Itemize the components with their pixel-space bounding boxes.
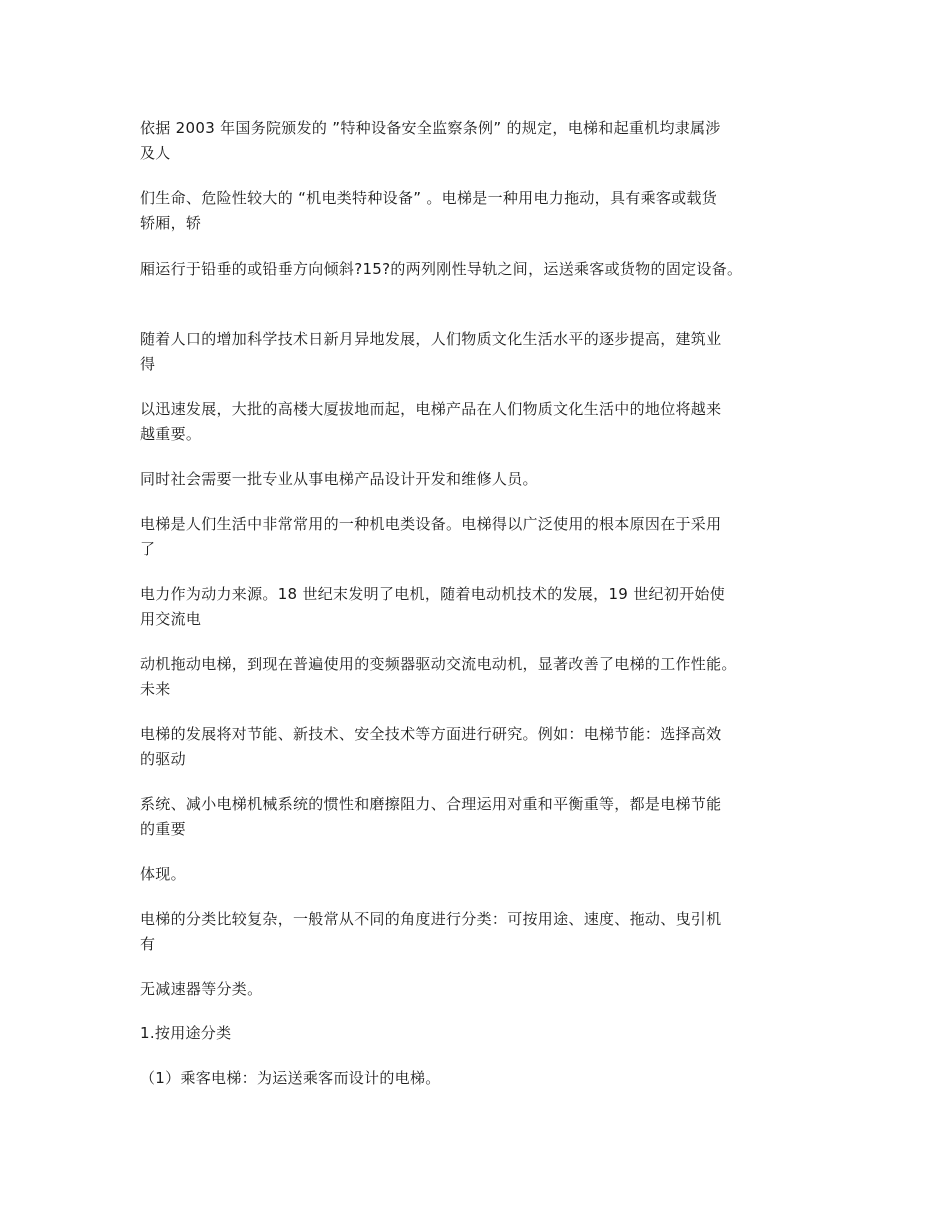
text-line: 的驱动 — [140, 750, 186, 768]
text-line: 依据 2003 年国务院颁发的 ”特种设备安全监察条例” 的规定，电梯和起重机均隶属涉 — [140, 119, 721, 137]
text-line: 轿厢，轿 — [140, 214, 202, 232]
paragraph-1 — [140, 116, 820, 166]
paragraph-9 — [140, 652, 820, 702]
paragraph-7 — [140, 512, 820, 562]
text-line: 电梯的发展将对节能、新技术、安全技术等方面进行研究。例如：电梯节能：选择高效 — [140, 725, 722, 743]
text-line: 的重要 — [140, 820, 186, 838]
paragraph-12 — [140, 862, 820, 887]
text-line: （1）乘客电梯：为运送乘客而设计的电梯。 — [140, 1069, 441, 1087]
text-line: 们生命、危险性较大的 “机电类特种设备” 。电梯是一种用电力拖动，具有乘客或载货 — [140, 189, 718, 207]
paragraph-16 — [140, 1066, 820, 1091]
paragraph-11 — [140, 792, 820, 842]
text-line: 随着人口的增加科学技术日新月异地发展，人们物质文化生活水平的逐步提高，建筑业 — [140, 330, 722, 348]
text-line: 无减速器等分类。 — [140, 980, 263, 998]
paragraph-4 — [140, 327, 820, 377]
text-line: 有 — [140, 935, 156, 953]
text-line: 电梯是人们生活中非常常用的一种机电类设备。电梯得以广泛使用的根本原因在于采用 — [140, 515, 722, 533]
text-line: 及人 — [140, 144, 171, 162]
text-line: 用交流电 — [140, 610, 202, 628]
paragraph-14 — [140, 977, 820, 1002]
paragraph-5 — [140, 397, 820, 447]
text-line: 1.按用途分类 — [140, 1024, 232, 1042]
text-line: 电力作为动力来源。18 世纪末发明了电机，随着电动机技术的发展，19 世纪初开始使 — [140, 585, 726, 603]
text-line: 系统、减小电梯机械系统的惯性和磨擦阻力、合理运用对重和平衡重等，都是电梯节能 — [140, 795, 722, 813]
text-line: 厢运行于铅垂的或铅垂方向倾斜?15?的两列刚性导轨之间，运送乘客或货物的固定设备。 — [140, 260, 743, 278]
text-line: 电梯的分类比较复杂，一般常从不同的角度进行分类：可按用途、速度、拖动、曳引机 — [140, 910, 722, 928]
text-line: 越重要。 — [140, 425, 202, 443]
paragraph-2 — [140, 186, 820, 236]
paragraph-8 — [140, 582, 820, 632]
text-line: 体现。 — [140, 865, 186, 883]
text-line: 得 — [140, 355, 156, 373]
paragraph-6 — [140, 467, 820, 492]
text-line: 动机拖动电梯，到现在普遍使用的变频器驱动交流电动机，显著改善了电梯的工作性能。 — [140, 655, 737, 673]
paragraph-10 — [140, 722, 820, 772]
text-line: 未来 — [140, 680, 171, 698]
text-line: 了 — [140, 540, 156, 558]
text-line: 以迅速发展，大批的高楼大厦拔地而起，电梯产品在人们物质文化生活中的地位将越来 — [140, 400, 722, 418]
text-line: 同时社会需要一批专业从事电梯产品设计开发和维修人员。 — [140, 470, 538, 488]
section-heading — [140, 1021, 820, 1046]
paragraph-3 — [140, 257, 820, 282]
paragraph-13 — [140, 907, 820, 957]
